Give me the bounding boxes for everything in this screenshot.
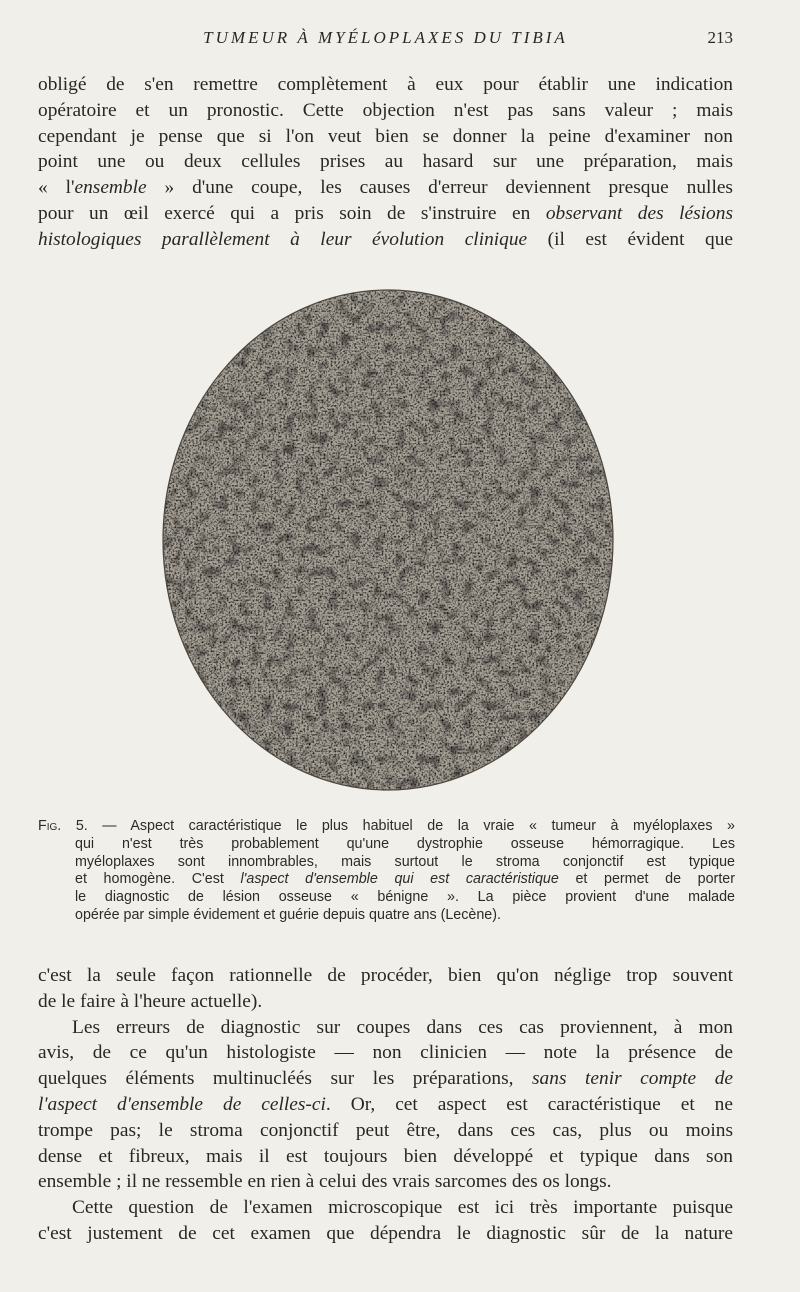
text-line: cependant je pense que si l'on veut bien se donner la peine d'examiner non — [38, 125, 733, 147]
caption-line — [75, 871, 735, 889]
italic-run: l'aspect d'ensemble qui est caractéristique — [240, 871, 559, 888]
running-title: TUMEUR À MYÉLOPLAXES DU TIBIA — [203, 28, 568, 47]
text-run: . Or, cet aspect est caractéristique et ne — [325, 1093, 733, 1115]
figure-caption — [38, 818, 735, 925]
text-line — [38, 201, 733, 227]
caption-line: opérée par simple évidement et guérie depuis quatre ans (Lecène). — [75, 906, 501, 923]
text-line: dense et fibreux, mais il est toujours bien développé et typique dans son — [38, 1145, 733, 1167]
text-line: Cette question de l'examen microscopique est ici très importante puisque — [72, 1197, 733, 1219]
italic-run: histologiques parallèlement à leur évolution clinique — [38, 228, 528, 250]
text-run: quelques éléments multinucléés sur les préparations, — [38, 1068, 533, 1090]
running-head — [38, 28, 733, 52]
text-run: et permet de porter — [558, 871, 735, 888]
text-line: opératoire et un pronostic. Cette objection n'est pas sans valeur ; mais — [38, 99, 733, 121]
text-line: trompe pas; le stroma conjonctif peut être, dans ces cas, plus ou moins — [38, 1119, 733, 1141]
text-run: — Aspect caractéristique le plus habituel de la vraie « tumeur à myéloplaxes » — [87, 818, 735, 834]
caption-line: le diagnostic de lésion osseuse « bénigne ». La pièce provient d'une malade — [75, 889, 735, 906]
paragraph-top — [38, 72, 733, 253]
micrograph-figure — [162, 289, 614, 792]
text-line: obligé de s'en remettre complètement à eux pour établir une indication — [38, 74, 733, 95]
text-line: Les erreurs de diagnostic sur coupes dans ces cas proviennent, à mon — [72, 1016, 733, 1038]
italic-run: l'aspect d'ensemble de celles-ci — [38, 1093, 326, 1115]
text-line: de le faire à l'heure actuelle). — [38, 990, 263, 1012]
text-run: « l' — [38, 177, 75, 199]
text-run: pour un œil exercé qui a pris soin de s'instruire en — [38, 202, 546, 224]
paragraph-bottom — [38, 963, 733, 1247]
caption-line: myéloplaxes sont innombrables, mais surtout le stroma conjonctif est typique — [75, 853, 735, 870]
text-run: » d'une coupe, les causes d'erreur deviennent presque nulles — [146, 177, 733, 199]
text-line: c'est la seule façon rationnelle de procéder, bien qu'on néglige trop souvent — [38, 965, 733, 986]
caption-line — [38, 818, 735, 836]
text-line — [38, 1066, 733, 1092]
italic-run: sans tenir compte de — [532, 1068, 733, 1090]
figure-label: Fig. 5. — [38, 818, 88, 834]
text-line — [38, 1092, 733, 1118]
text-line: point une ou deux cellules prises au hasard sur une préparation, mais — [38, 151, 733, 173]
text-line — [38, 175, 733, 201]
micrograph-image — [162, 289, 614, 792]
caption-line: qui n'est très probablement qu'une dystrophie osseuse hémorragique. Les — [75, 835, 735, 852]
italic-run: observant des lésions — [545, 202, 733, 224]
text-line: avis, de ce qu'un histologiste — non clinicien — note la présence de — [38, 1042, 733, 1064]
text-line: ensemble ; il ne ressemble en rien à celui des vrais sarcomes des os longs. — [38, 1171, 612, 1193]
page-number: 213 — [707, 28, 733, 47]
text-line — [38, 227, 733, 253]
text-run: (il est évident que — [527, 228, 733, 250]
text-line: c'est justement de cet examen que dépendra le diagnostic sûr de la nature — [38, 1222, 733, 1244]
text-run: et homogène. C'est — [75, 871, 241, 888]
italic-run: ensemble — [74, 177, 147, 199]
